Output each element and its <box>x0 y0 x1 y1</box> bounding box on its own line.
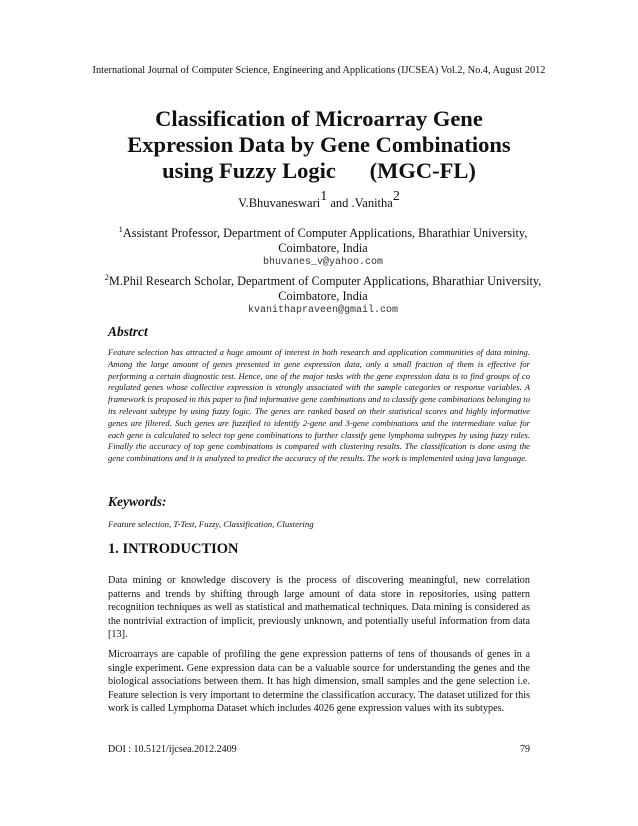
author-email: bhuvanes_v@yahoo.com <box>262 257 384 268</box>
affiliation-1 <box>108 226 538 270</box>
abstract-text: Feature selection has attracted a huge amount of interest in both research and application communities of data mining. Among the large amount of genes presented in gene expression data, only a small fraction of them is effective for performing a certain diagnostic test. Hence, one of the major tasks with the gene expression data is to find groups of co regulated genes whose collective expression is strongly associated with the sample categories or response variables. A framework is proposed in this paper to find informative gene combinations and to classify gene combinations belonging to its relevant subtype by using fuzzy logic. The genes are ranked based on their statistical scores and highly informative genes are filtered. Such genes are fuzzified to identify 2-gene and 3-gene combinations and the intermediate value for each gene is calculated to select top gene combinations to further classify gene lymphoma subtypes by using fuzzy rules. Finally the accuracy of top gene combinations is compared with clustering results. The classification is done using the gene combinations and it is analyzed to predict the accuracy of the results. The work is implemented using java language. <box>108 347 530 464</box>
intro-paragraph: Data mining or knowledge discovery is the process of discovering meaningful, new correlation patterns and trends by shifting through large amount of data store in repositories, using pattern recognition techniques as well as statistical and mathematical techniques. Data mining is considered as the nontrivial extraction of implicit, previously unknown, and potentially useful information from data [13]. <box>108 575 530 641</box>
affiliation-superscript: 2 <box>104 272 109 282</box>
footer-doi: DOI : 10.5121/ijcsea.2012.2409 <box>108 744 237 755</box>
author-email: kvanithapraveen@gmail.com <box>247 305 399 316</box>
title-line: Expression Data by Gene Combinations <box>127 132 511 157</box>
author-name: V.Bhuvaneswari <box>238 196 321 210</box>
abstract-heading: Abstrct <box>108 324 148 339</box>
introduction-heading: 1. INTRODUCTION <box>108 541 239 557</box>
title-line: using Fuzzy Logic (MGC-FL) <box>162 158 476 183</box>
affiliation-2 <box>104 272 542 318</box>
author-name: and .Vanitha <box>330 196 393 210</box>
affiliation-location: Coimbatore, India <box>278 289 368 303</box>
author-line <box>0 189 638 212</box>
author-superscript: 2 <box>392 189 400 204</box>
author-superscript: 1 <box>320 189 328 204</box>
affiliation-line: $^2$M.Phil Research Scholar, Department of Computer Applications, Bharathiar University, <box>104 272 542 288</box>
affiliation-line: $^1$Assistant Professor, Department of Computer Applications, Bharathiar University, <box>118 224 528 240</box>
intro-paragraph: Microarrays are capable of profiling the gene expression patterns of tens of thousands of genes in a single experiment. Gene expression data can be a valuable source for understanding the genes and the biological associations between them. It has high dimension, small samples and the gene selection i.e. Feature selection is very important to determine the classification accuracy. The dataset utilized for this work is called Lymphoma Dataset which includes 4026 gene expression values with its subtypes. <box>108 649 530 715</box>
keywords-text: Feature selection, T-Test, Fuzzy, Classification, Clustering <box>108 519 314 529</box>
title-line: Classification of Microarray Gene <box>155 106 483 131</box>
affiliation-location: Coimbatore, India <box>278 241 368 255</box>
affiliation-superscript: 1 <box>118 224 123 234</box>
keywords-heading: Keywords: <box>108 494 167 509</box>
page-number: 79 <box>520 744 530 755</box>
paper-title <box>0 106 638 184</box>
running-head: International Journal of Computer Science, Engineering and Applications (IJCSEA) Vol.2, No.4, August 2012 <box>92 65 546 76</box>
